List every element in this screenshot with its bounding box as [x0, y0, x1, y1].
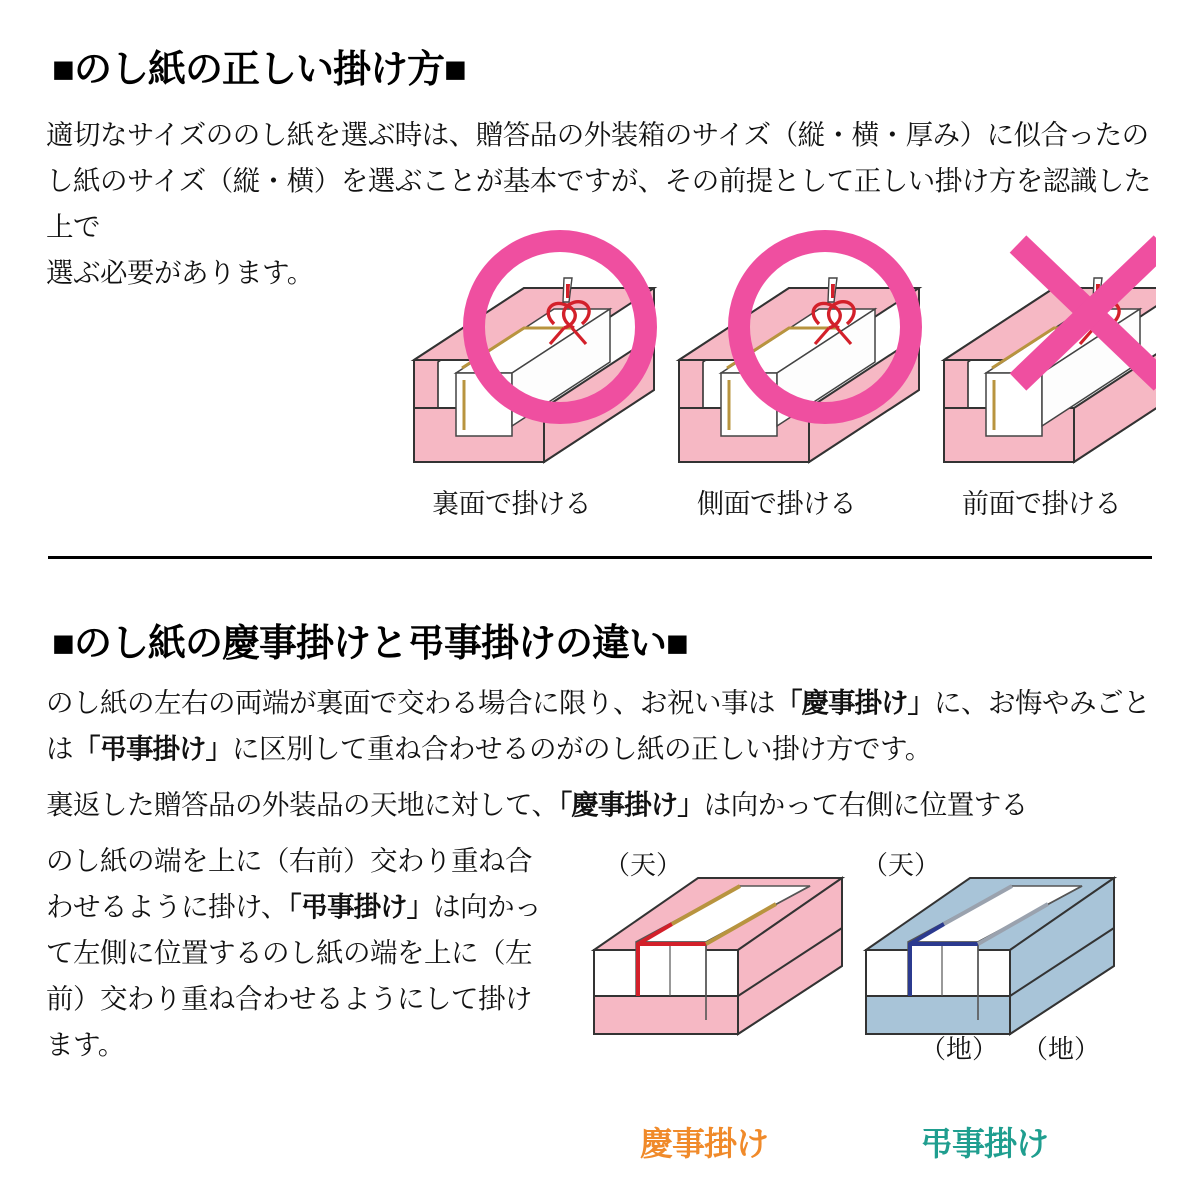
figure-box-back-wrapping — [414, 278, 654, 462]
para3-part-2: 「慶事掛け」 — [558, 789, 704, 820]
para2-part-4: 「弔事掛け」 — [73, 733, 232, 764]
para3-part-1: 裏返した贈答品の外装品の天地に対して、 — [46, 789, 559, 820]
figure-label-bottom-left: （地） — [920, 1034, 999, 1064]
figure-label-top-left: （天） — [604, 850, 683, 880]
para3-part-3: は向かって右側に位置する — [703, 789, 1028, 820]
figure-box-side-wrapping — [679, 278, 919, 462]
para2-part-3: に、お悔やみごとは — [46, 687, 1150, 764]
figure-caption-keiji: 慶事掛け — [640, 1125, 768, 1162]
paragraph-keiji-position — [46, 782, 1158, 828]
figure-caption-back: 裏面で掛ける — [432, 489, 591, 519]
figure-box-front-wrapping — [944, 278, 1156, 462]
figure-label-top-right: （天） — [862, 850, 941, 880]
paragraph-wrapping-intro-text: 適切なサイズののし紙を選ぶ時は、贈答品の外装箱のサイズ（縦・横・厚み）に似合ったのし紙のサイズ（縦・横）を選ぶことが基本ですが、その前提として正しい掛け方を認識した上で — [46, 119, 1151, 242]
para2-part-5: に区別して重ね合わせるのがのし紙の正しい掛け方です。 — [232, 733, 932, 764]
figure-box-keiji — [594, 878, 842, 1034]
figure-box-chouji — [866, 878, 1114, 1034]
para2-part-1: のし紙の左右の両端が裏面で交わる場合に限り、お祝い事は — [46, 687, 775, 718]
figure-caption-front: 前面で掛ける — [962, 489, 1121, 519]
figure-wrapping-methods — [400, 222, 1156, 522]
figure-label-bottom-right: （地） — [1022, 1034, 1101, 1064]
paragraph-wrapping-intro-text-2: 選ぶ必要があります。 — [46, 257, 314, 288]
figure-caption-chouji: 弔事掛け — [920, 1125, 1048, 1162]
para4-part-3: は向かって左側に位置するのし紙の端を上に（左前）交わり重ね合わせるようにして掛けます。 — [46, 891, 542, 1060]
section-heading-correct-wrapping: ■のし紙の正しい掛け方■ — [52, 49, 466, 91]
paragraph-keiji-chouji-intro — [46, 680, 1156, 772]
figure-wrapping-methods-svg — [400, 222, 1156, 522]
para4-part-1: のし紙の端を上に（右前）交わり重ね合わせるように掛け、 — [46, 845, 532, 922]
section-heading-keiji-chouji: ■のし紙の慶事掛けと弔事掛けの違い■ — [52, 623, 688, 665]
para4-part-2: 「弔事掛け」 — [287, 891, 434, 922]
paragraph-chouji-position — [46, 838, 556, 1068]
figure-caption-side: 側面で掛ける — [697, 489, 856, 519]
section-divider — [48, 556, 1152, 559]
para2-part-2: 「慶事掛け」 — [775, 687, 934, 718]
